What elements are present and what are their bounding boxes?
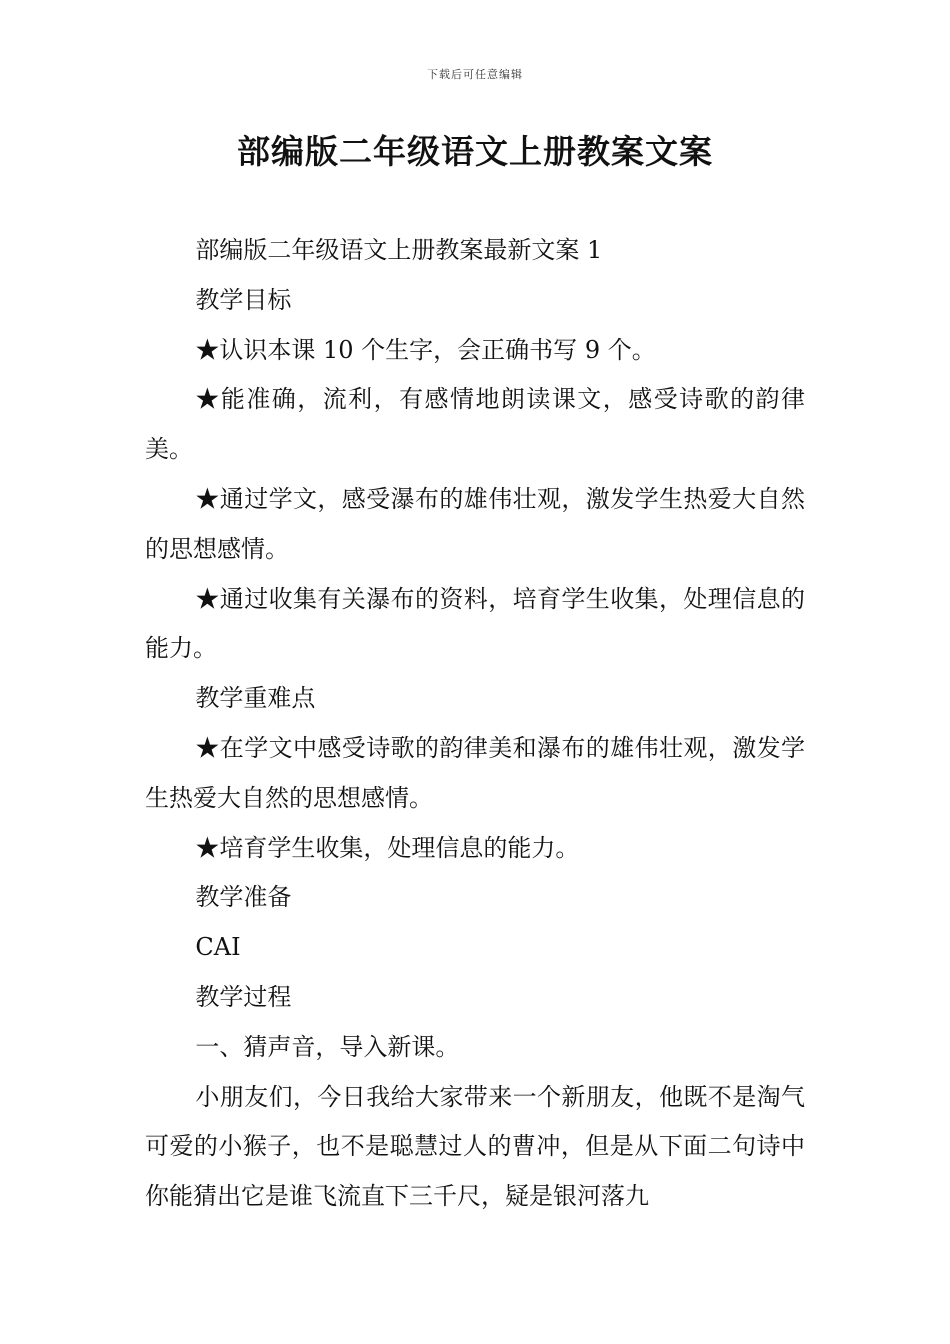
- document-body: [145, 226, 805, 1222]
- paragraph-key-point: ★培育学生收集，处理信息的能力。: [195, 833, 580, 862]
- paragraph-subtitle: 部编版二年级语文上册教案最新文案 1: [195, 236, 603, 264]
- paragraph-step: 一、猜声音，导入新课。: [195, 1032, 460, 1061]
- paragraph-goal: ★通过学文，感受瀑布的雄伟壮观，激发学生热爱大自然的思想感情。: [145, 484, 805, 563]
- paragraph-heading-process: 教学过程: [195, 982, 292, 1011]
- paragraph-goal: ★能准确，流利，有感情地朗读课文，感受诗歌的韵律美。: [145, 385, 805, 464]
- paragraph-preparation: CAI: [195, 933, 241, 962]
- paragraph-text: 小朋友们，今日我给大家带来一个新朋友，他既不是淘气可爱的小猴子，也不是聪慧过人的曹冲，但是从下面二句诗中你能猜出它是谁飞流直下三千尺，疑是银河落九: [145, 1082, 805, 1211]
- paragraph-key-point: ★在学文中感受诗歌的韵律美和瀑布的雄伟壮观，激发学生热爱大自然的思想感情。: [145, 733, 805, 812]
- paragraph-goal: ★通过收集有关瀑布的资料，培育学生收集，处理信息的能力。: [145, 584, 805, 663]
- paragraph-goal: ★认识本课 10 个生字，会正确书写 9 个。: [195, 335, 656, 364]
- paragraph-heading-goals: 教学目标: [195, 285, 292, 314]
- document-title: 部编版二年级语文上册教案文案: [237, 132, 713, 171]
- header-note: 下载后可任意编辑: [427, 68, 523, 81]
- paragraph-heading-preparation: 教学准备: [195, 883, 292, 912]
- paragraph-heading-key-points: 教学重难点: [195, 684, 316, 713]
